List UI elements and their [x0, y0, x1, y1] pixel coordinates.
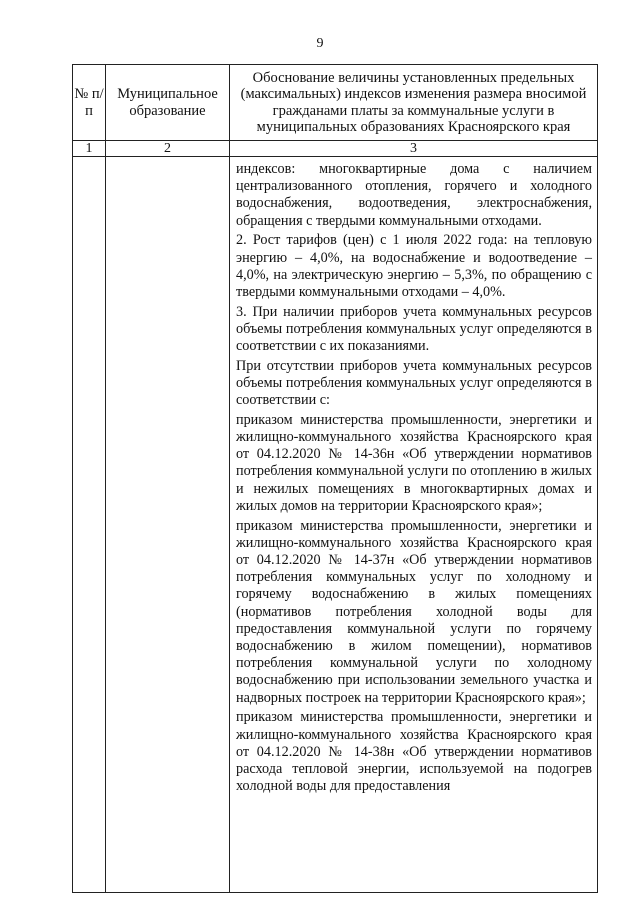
paragraph: приказом министерства промышленности, энергетики и жилищно-коммунального хозяйства Красноярского края от 04.12.2020 № 14-38н «Об утверждении нормативов расхода тепловой энергии, используемой на подогрев холодной воды для предоставления [236, 709, 592, 795]
paragraph: приказом министерства промышленности, энергетики и жилищно-коммунального хозяйства Красноярского края от 04.12.2020 № 14-36н «Об утверждении нормативов потребления коммунальной услуги по отоплению в жилых и нежилых помещениях в многоквартирных домах и жилых домов на территории Красноярского края»; [236, 411, 592, 514]
paragraph: приказом министерства промышленности, энергетики и жилищно-коммунального хозяйства Красноярского края от 04.12.2020 № 14-37н «Об утверждении нормативов потребления коммунальных услуг по холодному и горячему водоснабжению в жилых помещениях (нормативов потребления холодной воды для предоставления коммунальной услуги по горячему водоснабжению в жилом помещении), нормативов потребления коммунальной услуги по холодному водоснабжению при использовании земельного участка и надворных построек на территории Красноярского края»; [236, 517, 592, 706]
column-number-3: 3 [230, 141, 598, 157]
table-row [73, 157, 598, 893]
basis-text [230, 157, 597, 892]
paragraph: индексов: многоквартирные дома с наличием централизованного отопления, горячего и холодного водоснабжения, водоотведения, электроснабжения, обращения с твердыми коммунальными отходами. [236, 161, 592, 229]
paragraph: 3. При наличии приборов учета коммунальных ресурсов объемы потребления коммунальных услуг определяются в соответствии с их показаниями. [236, 303, 592, 355]
paragraph: 2. Рост тарифов (цен) с 1 июля 2022 года: на тепловую энергию – 4,0%, на водоснабжение и водоотведение – 4,0%, на электрическую энергию – 5,3%, по обращению с твердыми коммунальными отходами – 4,0%. [236, 232, 592, 300]
row-basis-cell [230, 157, 598, 893]
basis-table [72, 64, 598, 893]
page-number: 9 [316, 36, 324, 51]
column-number-1: 1 [73, 141, 106, 157]
header-basis: Обоснование величины установленных предельных (максимальных) индексов изменения размера вносимой гражданами платы за коммунальные услуги в муниципальных образованиях Красноярского края [230, 65, 598, 141]
header-municipality: Муниципальное образование [106, 65, 230, 141]
row-municipality-cell [106, 157, 230, 893]
header-num: № п/п [73, 65, 106, 141]
row-num-cell [73, 157, 106, 893]
column-number-2: 2 [106, 141, 230, 157]
table-header-row [73, 65, 598, 141]
column-number-row [73, 141, 598, 157]
paragraph: При отсутствии приборов учета коммунальных ресурсов объемы потребления коммунальных услуг определяются в соответствии с: [236, 357, 592, 409]
